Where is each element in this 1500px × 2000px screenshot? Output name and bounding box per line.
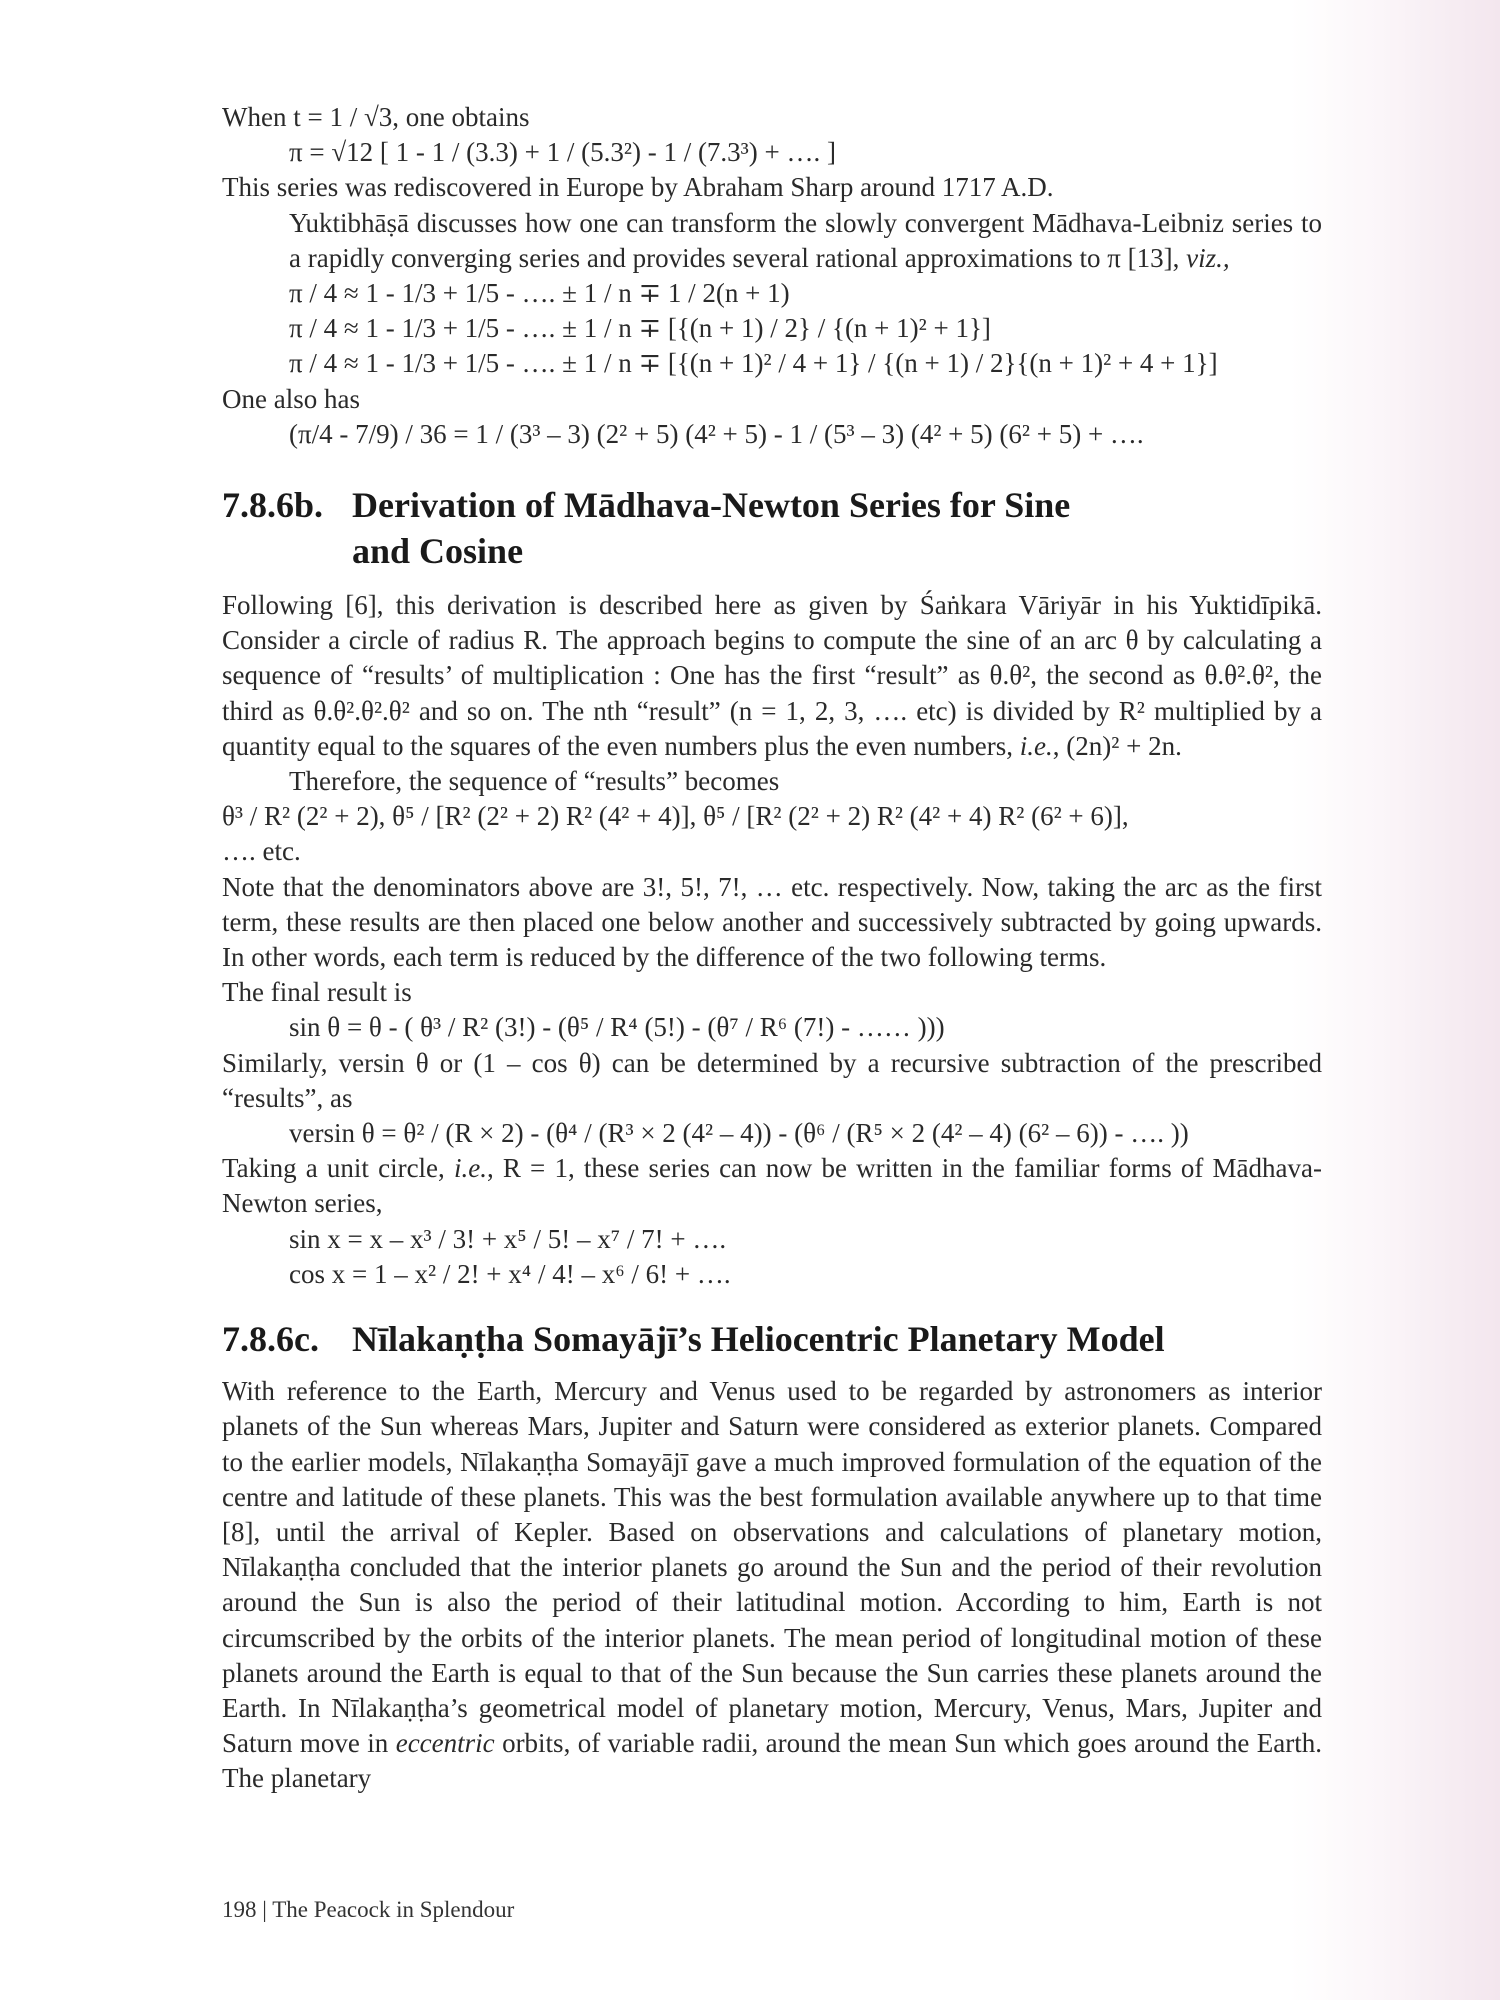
text-line: One also has [222,383,360,414]
section-title: Nīlakaṇṭha Somayājī’s Heliocentric Planetary Model [352,1319,1165,1360]
paragraph: Similarly, versin θ or (1 – cos θ) can be determined by a recursive subtraction of the prescribed “results”, as [222,1047,1322,1113]
paragraph-text: Following [6], this derivation is described here as given by Śaṅkara Vāriyār in his Yuktidīpikā. Consider a circle of radius R. The approach begins to compute the sine of an arc θ by calculating a sequence of “results’ of multiplication : One has the first “result” as θ.θ², the second as θ.θ².θ², the third as θ.θ².θ².θ² and so on. The nth “result” (n = 1, 2, 3, …. etc) is divided by R² multiplied by a quantity equal to the squares of the even numbers plus the even numbers, [222,590,1322,761]
equation: sin x = x – x³ / 3! + x⁵ / 5! – x⁷ / 7! + …. [289,1223,727,1254]
equation: π = √12 [ 1 - 1 / (3.3) + 1 / (5.3²) - 1 / (7.3³) + …. ] [289,137,836,168]
section-number: 7.8.6c. [222,1319,319,1360]
paragraph [222,206,1322,276]
text-line: The final result is [222,977,412,1008]
paragraph-text: Yuktibhāṣā discusses how one can transform the slowly convergent Mādhava-Leibniz series to a rapidly converging series and provides several rational approximations to π [13], [289,207,1322,273]
paragraph-text: Taking a unit circle, [222,1153,454,1184]
italic-text: viz., [1186,242,1230,273]
italic-text: i.e. [453,1153,487,1184]
paragraph-text: orbits, of variable radii, around the mean Sun which goes around the Earth. The planetary [222,1728,1322,1794]
equation: (π/4 - 7/9) / 36 = 1 / (3³ – 3) (2² + 5) (4² + 5) - 1 / (5³ – 3) (4² + 5) (6² + 5) + …. [289,418,1144,449]
equation: sin θ = θ - ( θ³ / R² (3!) - (θ⁵ / R⁴ (5!) - (θ⁷ / R⁶ (7!) - …… ))) [289,1012,945,1043]
equation: versin θ = θ² / (R × 2) - (θ⁴ / (R³ × 2 (4² – 4)) - (θ⁶ / (R⁵ × 2 (4² – 4) (6² – 6)) - …. )) [289,1118,1189,1149]
paragraph-text: With reference to the Earth, Mercury and Venus used to be regarded by astronomers as interior planets of the Sun whereas Mars, Jupiter and Saturn were considered as exterior planets. Compared to the earlier models, Nīlakaṇṭha Somayājī gave a much improved formulation of the equation of the centre and latitude of these planets. This was the best formulation available anywhere up to that time [8], until the arrival of Kepler. Based on observations and calculations of planetary motion, Nīlakaṇṭha concluded that the interior planets go around the Sun and the period of their revolution around the Sun is also the period of their latitudinal motion. According to him, Earth is not circumscribed by the orbits of the interior planets. The mean period of longitudinal motion of these planets around the Earth is equal to that of the Sun because the Sun carries these planets around the Earth. In Nīlakaṇṭha’s geometrical model of planetary motion, Mercury, Venus, Mars, Jupiter and Saturn move in [222,1376,1322,1759]
page-body [222,100,1322,1797]
paragraph [222,1374,1322,1796]
equation: π / 4 ≈ 1 - 1/3 + 1/5 - …. ± 1 / n ∓ [{(n + 1) / 2} / {(n + 1)² + 1}] [289,313,991,344]
section-heading [222,482,1322,574]
text-line: This series was rediscovered in Europe by Abraham Sharp around 1717 A.D. [222,172,1054,203]
equation: π / 4 ≈ 1 - 1/3 + 1/5 - …. ± 1 / n ∓ [{(n + 1)² / 4 + 1} / {(n + 1) / 2}{(n + 1)² + 4 + 1}] [289,348,1218,379]
text-line: …. etc. [222,836,301,867]
paragraph-text: , (2n)² + 2n. [1052,730,1182,761]
italic-text: i.e. [1019,730,1053,761]
section-heading [222,1316,1322,1362]
page-footer: 198 | The Peacock in Splendour [222,1897,515,1922]
equation: θ³ / R² (2² + 2), θ⁵ / [R² (2² + 2) R² (4² + 4)], θ⁵ / [R² (2² + 2) R² (4² + 4) R² (6² + 6)], [222,801,1129,832]
section-title-continued: and Cosine [352,531,524,572]
paragraph: Note that the denominators above are 3!, 5!, 7!, … etc. respectively. Now, taking the arc as the first term, these results are then placed one below another and successively subtracted by going upwards. In other words, each term is reduced by the difference of the two following terms. [222,871,1322,973]
section-number: 7.8.6b. [222,485,324,526]
paragraph [222,588,1322,764]
section-title: Derivation of Mādhava-Newton Series for Sine [352,485,1071,526]
italic-text: eccentric [395,1728,495,1759]
text-line: Therefore, the sequence of “results” becomes [289,766,780,797]
equation: π / 4 ≈ 1 - 1/3 + 1/5 - …. ± 1 / n ∓ 1 / 2(n + 1) [289,278,790,309]
text-line: When t = 1 / √3, one obtains [222,102,530,132]
paragraph-text: , R = 1, these series can now be written in the familiar forms of Mādhava-Newton series, [222,1153,1322,1219]
paragraph [222,1151,1322,1221]
equation: cos x = 1 – x² / 2! + x⁴ / 4! – x⁶ / 6! + …. [289,1258,731,1289]
